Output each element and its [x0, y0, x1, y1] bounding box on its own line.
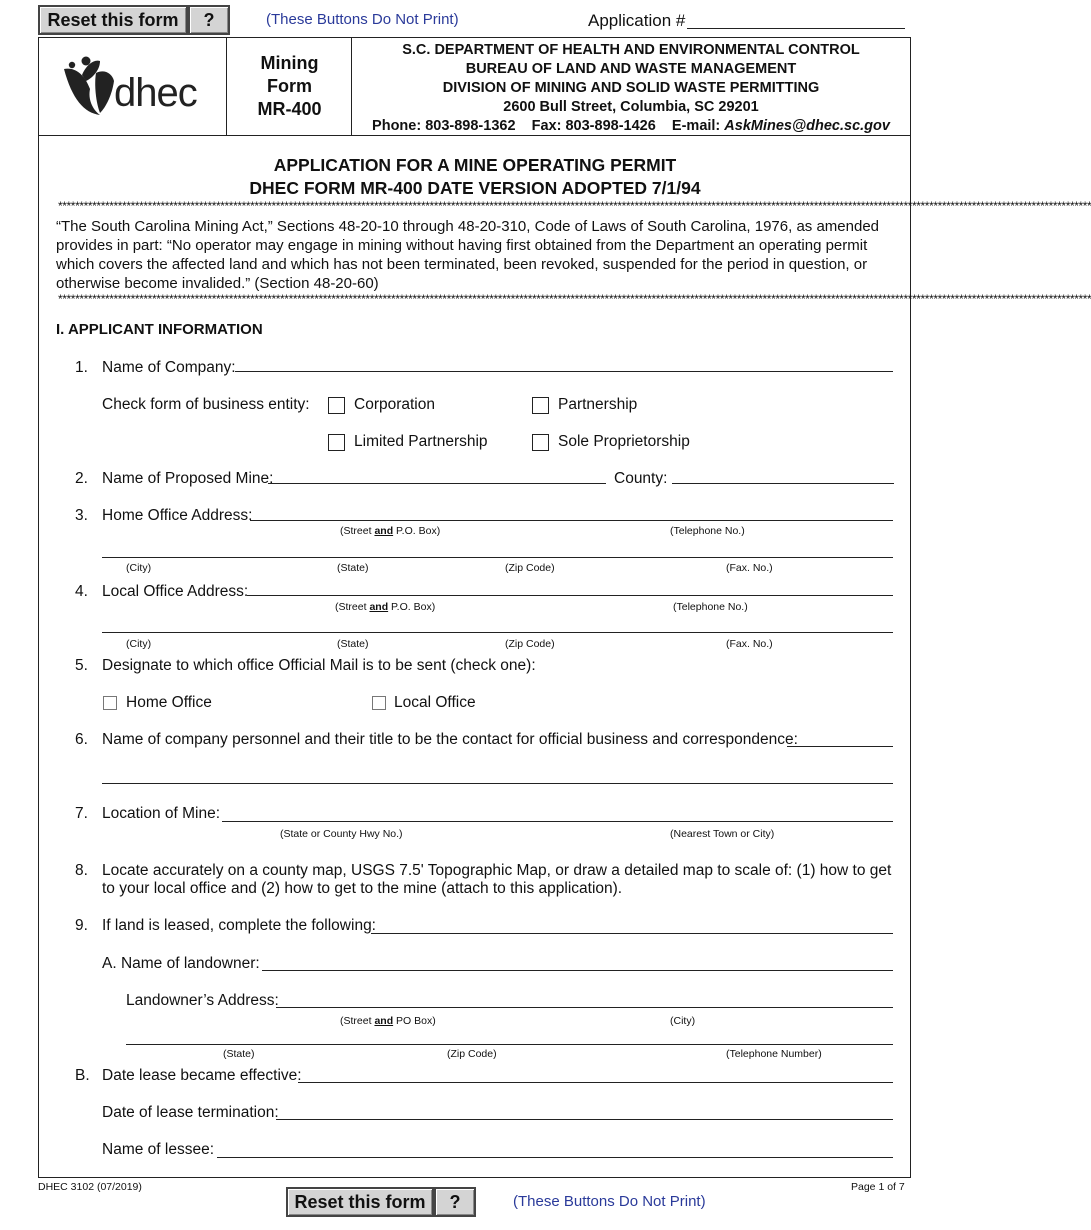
company-name-field[interactable] [235, 371, 893, 372]
reset-form-button-top[interactable]: Reset this form [38, 5, 188, 35]
caption-and: and [374, 525, 394, 537]
no-print-note-top: (These Buttons Do Not Print) [266, 11, 459, 28]
q9-number: 9. [75, 917, 88, 934]
reset-form-button-bottom[interactable]: Reset this form [286, 1187, 434, 1217]
county-field[interactable] [672, 483, 894, 484]
landowner-zip-caption: (Zip Code) [447, 1048, 497, 1060]
q9b-letter: B. [75, 1067, 90, 1084]
q4-number: 4. [75, 583, 88, 600]
agency-email[interactable]: AskMines@dhec.sc.gov [724, 118, 890, 134]
lease-info-field[interactable] [371, 933, 893, 934]
header-divider-1 [226, 37, 227, 136]
caption-and: and [369, 601, 389, 613]
nearest-town-caption: (Nearest Town or City) [670, 828, 775, 840]
caption-street-suffix: P.O. Box) [391, 601, 436, 613]
sole-proprietorship-checkbox[interactable] [532, 434, 549, 451]
limited-partnership-option-label: Limited Partnership [354, 433, 488, 450]
corporation-checkbox[interactable] [328, 397, 345, 414]
sole-proprietorship-option-label: Sole Proprietorship [558, 433, 690, 450]
lease-termination-field[interactable] [276, 1119, 893, 1120]
agency-email-label: E-mail: [671, 118, 721, 134]
landowner-state-caption: (State) [223, 1048, 255, 1060]
lessee-name-label: Name of lessee: [102, 1141, 214, 1158]
lease-effective-field[interactable] [298, 1082, 893, 1083]
local-office-mail-checkbox[interactable] [372, 696, 386, 710]
home-telephone-caption: (Telephone No.) [670, 525, 745, 537]
q6-number: 6. [75, 731, 88, 748]
map-instructions-line-1: Locate accurately on a county map, USGS 7.5' Topographic Map, or draw a detailed map to scale of: (1) how to get [102, 862, 892, 879]
form-code: DHEC 3102 (07/2019) [38, 1181, 142, 1193]
caption-street-suffix: PO Box) [396, 1015, 436, 1027]
agency-line-2: BUREAU OF LAND AND WASTE MANAGEMENT [465, 61, 797, 77]
lease-termination-label: Date of lease termination: [102, 1104, 279, 1121]
local-office-street-field[interactable] [247, 595, 893, 596]
home-office-address-label: Home Office Address: [102, 507, 253, 524]
help-button-top[interactable]: ? [188, 5, 230, 35]
q8-number: 8. [75, 862, 88, 879]
form-title [40, 154, 910, 200]
home-office-mail-checkbox[interactable] [103, 696, 117, 710]
local-street-caption [335, 601, 435, 613]
mine-location-field[interactable] [222, 821, 893, 822]
landowner-street-caption [340, 1015, 436, 1027]
local-office-city-field[interactable] [102, 632, 893, 633]
application-number-field[interactable] [687, 28, 905, 29]
mine-location-label: Location of Mine: [102, 805, 221, 822]
contact-personnel-label: Name of company personnel and their title to be the contact for official business and correspondence: [102, 731, 798, 748]
page-number: Page 1 of 7 [851, 1181, 905, 1193]
landowner-name-label: A. Name of landowner: [102, 955, 260, 972]
section-heading-applicant: I. APPLICANT INFORMATION [56, 321, 263, 338]
company-name-label: Name of Company: [102, 359, 236, 376]
q7-number: 7. [75, 805, 88, 822]
agency-block [353, 41, 909, 136]
local-zip-caption: (Zip Code) [505, 638, 555, 650]
q1-number: 1. [75, 359, 88, 376]
intro-paragraph: “The South Carolina Mining Act,” Sections 48-20-10 through 48-20-310, Code of Laws of South Carolina, 1976, as amended provides in part: “No operator may engage in mining without having first obtained from the Department an operating permit which covers the affected land and which has not been terminated, been revoked, suspended for the period in question, or otherwise become invalided.” (Section 48-20-60) [56, 218, 880, 292]
local-telephone-caption: (Telephone No.) [673, 601, 748, 613]
home-office-street-field[interactable] [250, 520, 893, 521]
contact-personnel-field-1[interactable] [787, 746, 893, 747]
official-mail-label: Designate to which office Official Mail is to be sent (check one): [102, 657, 536, 674]
dhec-logo-mark-icon [60, 55, 120, 117]
agency-line-3: DIVISION OF MINING AND SOLID WASTE PERMITTING [442, 80, 820, 96]
landowner-state-field[interactable] [126, 1044, 893, 1045]
application-number-label: Application # [588, 11, 686, 30]
hwy-caption: (State or County Hwy No.) [280, 828, 403, 840]
home-city-caption: (City) [126, 562, 152, 574]
lease-effective-label: Date lease became effective: [102, 1067, 302, 1084]
landowner-telephone-caption: (Telephone Number) [726, 1048, 822, 1060]
caption-street-prefix: (Street [340, 525, 372, 537]
home-office-mail-label: Home Office [126, 694, 212, 711]
home-zip-caption: (Zip Code) [505, 562, 555, 574]
landowner-address-label: Landowner’s Address: [126, 992, 279, 1009]
caption-street-suffix: P.O. Box) [396, 525, 441, 537]
form-name-line-2: Form [267, 76, 312, 96]
county-label: County: [614, 470, 668, 487]
corporation-option-label: Corporation [354, 396, 435, 413]
agency-contact-line [353, 117, 909, 136]
help-button-bottom[interactable]: ? [434, 1187, 476, 1217]
landowner-city-caption: (City) [670, 1015, 696, 1027]
limited-partnership-checkbox[interactable] [328, 434, 345, 451]
star-divider-top: ************************************************************************************************************************************************************************************************************************************************** [58, 199, 1091, 213]
q3-number: 3. [75, 507, 88, 524]
agency-address: 2600 Bull Street, Columbia, SC 29201 [503, 99, 759, 115]
q5-number: 5. [75, 657, 88, 674]
form-name-block [228, 52, 351, 121]
form-name-line-1: Mining [260, 53, 319, 73]
agency-fax: Fax: 803-898-1426 [531, 118, 656, 134]
lease-info-label: If land is leased, complete the following: [102, 917, 376, 934]
q2-number: 2. [75, 470, 88, 487]
form-name-line-3: MR-400 [257, 99, 322, 119]
local-office-mail-label: Local Office [394, 694, 476, 711]
local-city-caption: (City) [126, 638, 152, 650]
home-office-city-field[interactable] [102, 557, 893, 558]
home-fax-caption: (Fax. No.) [726, 562, 773, 574]
business-entity-label: Check form of business entity: [102, 396, 310, 413]
form-title-line-2: DHEC FORM MR-400 DATE VERSION ADOPTED 7/1/94 [249, 178, 701, 198]
lessee-name-field[interactable] [217, 1157, 893, 1158]
local-fax-caption: (Fax. No.) [726, 638, 773, 650]
proposed-mine-label: Name of Proposed Mine: [102, 470, 274, 487]
header-divider-2 [351, 37, 352, 136]
star-divider-bottom: ************************************************************************************************************************************************************************************************************************************************** [58, 292, 1091, 306]
contact-personnel-field-2[interactable] [102, 783, 893, 784]
form-title-line-1: APPLICATION FOR A MINE OPERATING PERMIT [273, 155, 677, 175]
home-state-caption: (State) [337, 562, 369, 574]
dhec-logo [60, 55, 210, 120]
home-street-caption [340, 525, 440, 537]
agency-line-1: S.C. DEPARTMENT OF HEALTH AND ENVIRONMENTAL CONTROL [402, 42, 860, 58]
local-state-caption: (State) [337, 638, 369, 650]
landowner-name-field[interactable] [262, 970, 893, 971]
partnership-checkbox[interactable] [532, 397, 549, 414]
dhec-logo-wordmark: dhec [114, 71, 197, 115]
map-instructions-line-2: to your local office and (2) how to get to the mine (attach to this application). [102, 880, 623, 897]
agency-phone: Phone: 803-898-1362 [372, 118, 516, 134]
landowner-street-field[interactable] [276, 1007, 893, 1008]
partnership-option-label: Partnership [558, 396, 638, 413]
caption-street-prefix: (Street [340, 1015, 372, 1027]
caption-and: and [374, 1015, 394, 1027]
local-office-address-label: Local Office Address: [102, 583, 249, 600]
proposed-mine-field[interactable] [268, 483, 606, 484]
no-print-note-bottom: (These Buttons Do Not Print) [513, 1193, 706, 1210]
caption-street-prefix: (Street [335, 601, 367, 613]
